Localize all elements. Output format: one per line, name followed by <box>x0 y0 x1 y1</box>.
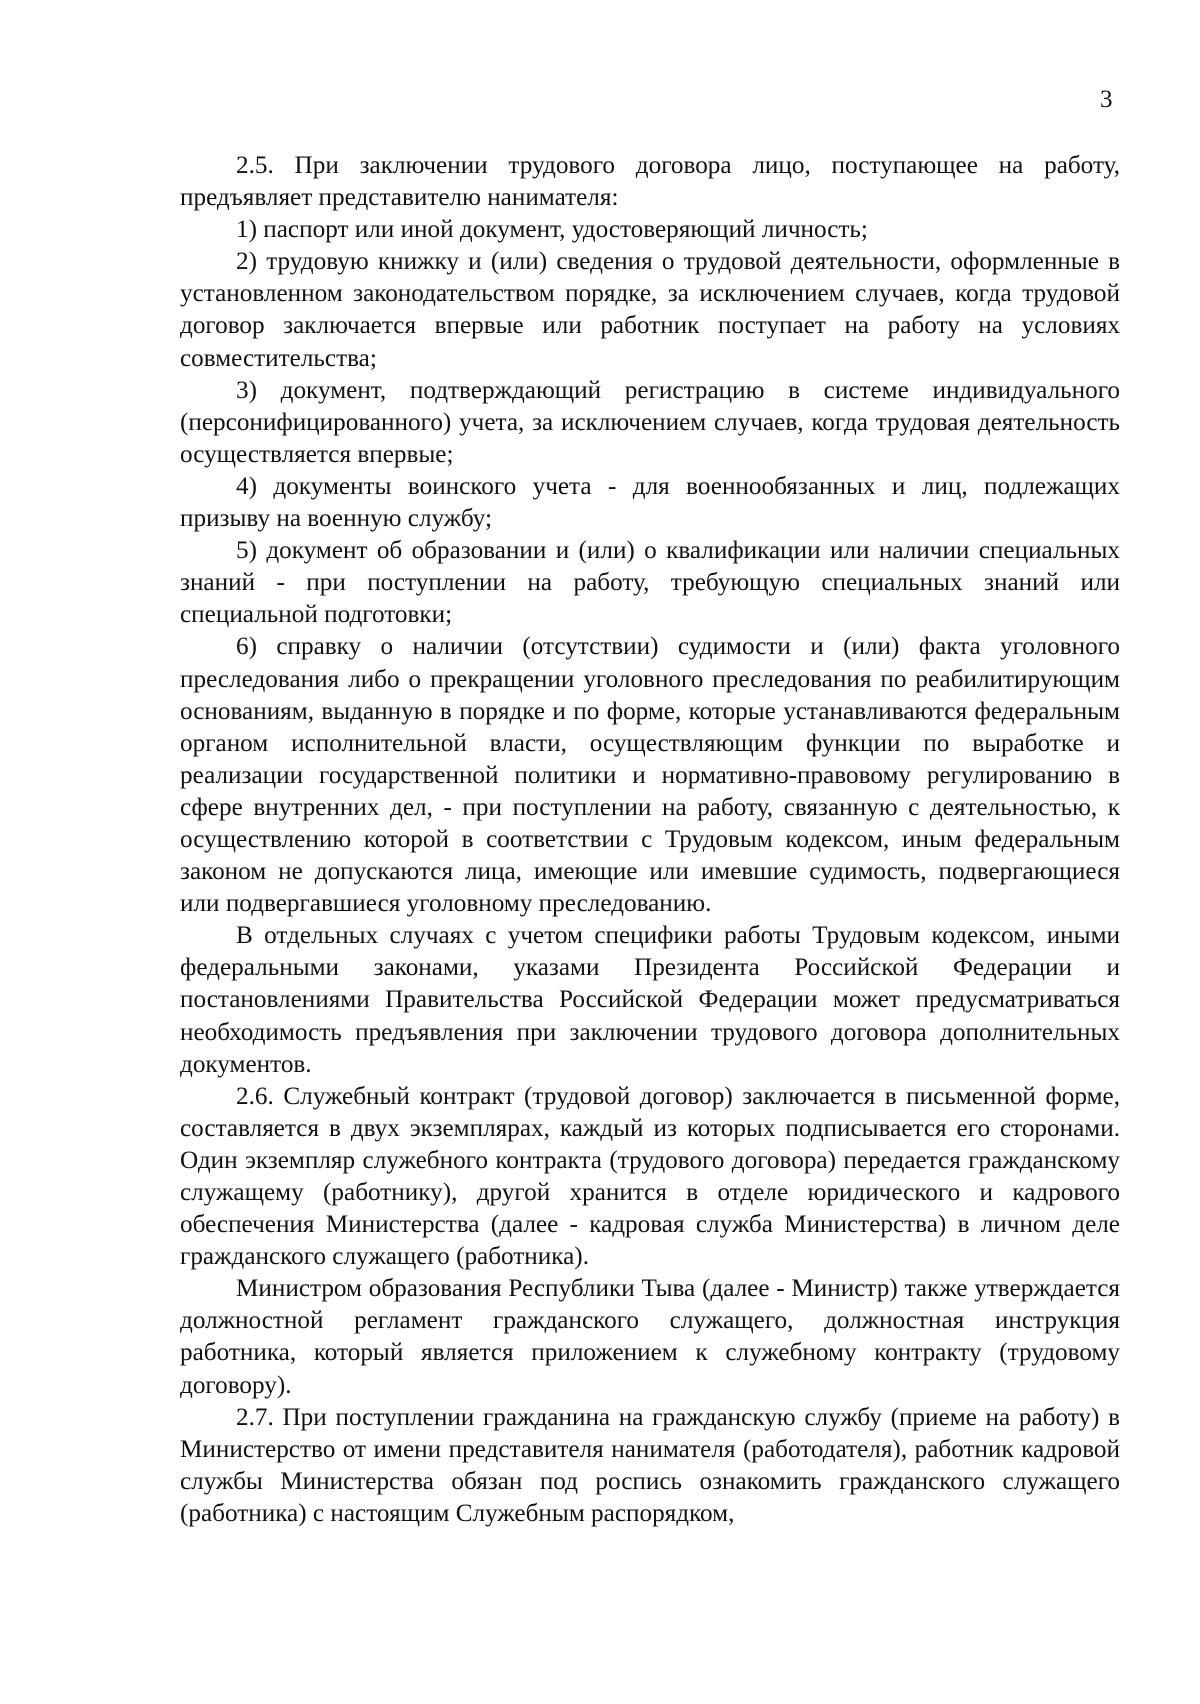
list-item-2-work-book: 2) трудовую книжку и (или) сведения о трудовой деятельности, оформленные в установленном законодательством порядке, за исключением случаев, когда трудовой договор заключается впервые или работник поступает на работу на условиях совместительства; <box>180 248 1120 372</box>
page-number: 3 <box>1100 86 1113 113</box>
list-item-5-education: 5) документ об образовании и (или) о квалификации или наличии специальных знаний - при поступлении на работу, требующую специальных знаний или специальной подготовки; <box>180 537 1120 629</box>
paragraph-2-5: 2.5. При заключении трудового договора лицо, поступающее на работу, предъявляет представителю нанимателя: <box>180 152 1120 212</box>
list-item-4-military: 4) документы воинского учета - для военнообязанных и лиц, подлежащих призыву на военную службу; <box>180 472 1120 533</box>
paragraph-special-cases: В отдельных случаях с учетом специфики работы Трудовым кодексом, иными федеральными законами, указами Президента Российской Федерации и постановлениями Правительства Российской Федерации может предусматриваться необходимость предъявления при заключении трудового договора дополнительных документов. <box>180 922 1120 1078</box>
paragraph-2-7: 2.7. При поступлении гражданина на гражданскую службу (приеме на работу) в Министерство от имени представителя нанимателя (работодателя), работник кадровой службы Министерства обязан под роспись ознакомить гражданского служащего (работника) с настоящим Служебным распорядком, <box>180 1403 1120 1527</box>
paragraph-2-6: 2.6. Служебный контракт (трудовой договор) заключается в письменной форме, составляется в двух экземплярах, каждый из которых подписывается его сторонами. Один экземпляр служебного контракта (трудового договора) передается гражданскому служащему (работнику), другой хранится в отделе юридического и кадрового обеспечения Министерства (далее - кадровая служба Министерства) в личном деле гражданского служащего (работника). <box>180 1082 1120 1271</box>
list-item-3-registration: 3) документ, подтверждающий регистрацию в системе индивидуального (персонифицированного) учета, за исключением случаев, когда трудовая деятельность осуществляется впервые; <box>180 376 1120 468</box>
document-body <box>180 150 1120 1530</box>
paragraph-minister: Министром образования Республики Тыва (далее - Министр) также утверждается должностной регламент гражданского служащего, должностная инструкция работника, который является приложением к служебному контракту (трудовому договору). <box>180 1275 1120 1399</box>
list-item-6-criminal-record: 6) справку о наличии (отсутствии) судимости и (или) факта уголовного преследования либо о прекращении уголовного преследования по реабилитирующим основаниям, выданную в порядке и по форме, которые устанавливаются федеральным органом исполнительной власти, осуществляющим функции по выработке и реализации государственной политики и нормативно-правовому регулированию в сфере внутренних дел, - при поступлении на работу, связанную с деятельностью, к осуществлению которой в соответствии с Трудовым кодексом, иным федеральным законом не допускаются лица, имеющие или имевшие судимость, подвергающиеся или подвергавшиеся уголовному преследованию. <box>180 633 1120 918</box>
list-item-1-passport: 1) паспорт или иной документ, удостоверяющий личность; <box>236 216 868 244</box>
